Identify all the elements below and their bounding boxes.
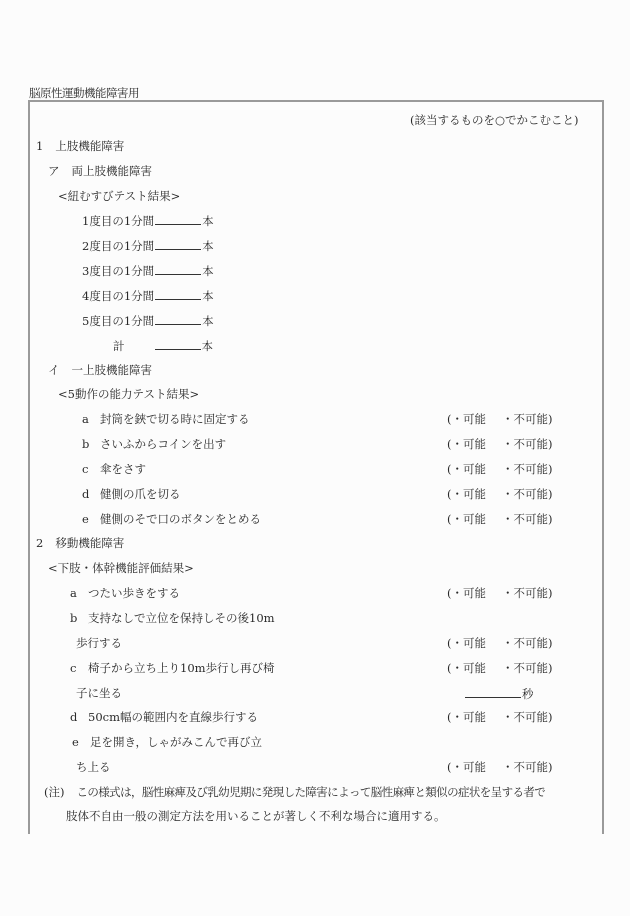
trial-row [82,263,214,278]
item-text: 傘をさす [100,462,146,476]
paren-close: ) [548,462,553,476]
item-continuation: 歩行する [76,636,122,650]
paren-open: ( [447,710,452,724]
paren-close: ) [548,661,553,675]
section2-number: 2 [36,536,44,550]
paren-close: ) [548,512,553,526]
item-marker: a [82,412,89,426]
unit-label: 本 [202,214,214,228]
seconds-input[interactable] [465,686,521,698]
unit-label: 本 [202,239,214,253]
item-marker: b [82,437,90,451]
option-possible[interactable]: ・可能 [451,462,486,476]
trial-label: 4度目の1分間 [82,289,155,303]
mobility-item [70,661,275,675]
note-line-1 [44,785,545,799]
item-marker: c [82,462,89,476]
note-label: (注) [44,785,65,799]
mobility-item [72,735,262,749]
five-actions-test-heading: <5動作の能力テスト結果> [58,387,200,401]
item-continuation: 子に坐る [76,686,122,700]
item-text: 足を開き，しゃがみこんで再び立 [90,735,263,749]
trial-row [82,313,214,328]
option-possible[interactable]: ・可能 [451,586,486,600]
section1-heading [36,139,124,153]
paren-close: ) [548,636,553,650]
note-line-2: 肢体不自由一般の測定方法を用いることが著しく不利な場合に適用する。 [66,809,446,823]
option-impossible[interactable]: ・不可能 [502,586,548,600]
form-title: 脳原性運動機能障害用 [29,86,139,100]
trial-4-input[interactable] [155,288,201,300]
choice-group [447,512,553,526]
item-text: 健側のそで口のボタンをとめる [100,512,261,526]
item-marker: c [70,661,77,675]
item-text: 封筒を鋏で切る時に固定する [100,412,250,426]
item-marker: b [70,611,78,625]
paren-close: ) [548,710,553,724]
option-impossible[interactable]: ・不可能 [502,437,548,451]
upper-limb-item [82,462,146,476]
trial-row [82,213,214,228]
item-text: 支持なしで立位を保持しその後10m [88,611,275,625]
choice-group [447,487,553,501]
paren-open: ( [447,661,452,675]
paren-open: ( [447,760,452,774]
option-impossible[interactable]: ・不可能 [502,636,548,650]
choice-group [447,412,553,426]
option-impossible[interactable]: ・不可能 [502,487,548,501]
trial-label: 3度目の1分間 [82,264,155,278]
unit-label: 本 [201,339,213,353]
section1b-title: 一上肢機能障害 [71,363,152,377]
trial-label: 5度目の1分間 [82,314,155,328]
section1-title: 上肢機能障害 [55,139,125,153]
trial-2-input[interactable] [155,238,201,250]
item-marker: e [72,735,79,749]
item-marker: e [82,512,89,526]
choice-group [447,760,553,774]
paren-open: ( [447,586,452,600]
trial-5-input[interactable] [155,313,201,325]
paren-open: ( [447,512,452,526]
unit-label: 本 [202,289,214,303]
string-tie-test-heading: <紐むすびテスト結果> [58,189,181,203]
paren-close: ) [548,586,553,600]
total-row [113,338,213,353]
section1b-heading [48,363,152,377]
option-possible[interactable]: ・可能 [451,710,486,724]
trial-row [82,238,214,253]
seconds-field [464,686,534,701]
paren-open: ( [447,462,452,476]
upper-limb-item [82,512,261,526]
option-impossible[interactable]: ・不可能 [502,512,548,526]
option-possible[interactable]: ・可能 [451,760,486,774]
option-impossible[interactable]: ・不可能 [502,661,548,675]
paren-open: ( [447,437,452,451]
option-possible[interactable]: ・可能 [451,437,486,451]
paren-open: ( [447,636,452,650]
paren-open: ( [447,487,452,501]
section2-heading [36,536,124,550]
total-label: 計 [113,339,125,353]
option-possible[interactable]: ・可能 [451,636,486,650]
section2-title: 移動機能障害 [55,536,125,550]
choice-group [447,661,553,675]
choice-group [447,710,553,724]
section1-number: 1 [36,139,44,153]
seconds-unit: 秒 [522,687,534,701]
paren-close: ) [548,760,553,774]
trial-label: 1度目の1分間 [82,214,155,228]
paren-close: ) [548,412,553,426]
item-marker: d [82,487,90,501]
section1a-heading [48,164,152,178]
item-text: 健側の爪を切る [100,487,181,501]
choice-group [447,636,553,650]
item-continuation: ち上る [76,760,111,774]
option-impossible[interactable]: ・不可能 [502,462,548,476]
mobility-item [70,710,258,724]
mobility-item [70,586,180,600]
option-possible[interactable]: ・可能 [451,412,486,426]
unit-label: 本 [202,264,214,278]
unit-label: 本 [202,314,214,328]
option-impossible[interactable]: ・不可能 [502,710,548,724]
option-possible[interactable]: ・可能 [451,487,486,501]
choice-group [447,586,553,600]
instruction-text: (該当するものを○でかこむこと) [410,113,579,127]
section1a-title: 両上肢機能障害 [71,164,152,178]
option-impossible[interactable]: ・不可能 [502,412,548,426]
option-possible[interactable]: ・可能 [451,512,486,526]
item-text: 椅子から立ち上り10m歩行し再び椅 [88,661,275,675]
option-possible[interactable]: ・可能 [451,661,486,675]
lower-limb-test-heading: <下肢・体幹機能評価結果> [48,561,194,575]
paren-open: ( [447,412,452,426]
section1b-marker: イ [48,363,60,377]
item-text: つたい歩きをする [88,586,180,600]
item-text: 50cm幅の範囲内を直線歩行する [88,710,258,724]
item-marker: a [70,586,77,600]
mobility-item [70,611,275,625]
choice-group [447,462,553,476]
item-text: さいふからコインを出す [100,437,227,451]
choice-group [447,437,553,451]
paren-close: ) [548,487,553,501]
trial-row [82,288,214,303]
upper-limb-item [82,412,250,426]
paren-close: ) [548,437,553,451]
upper-limb-item [82,487,181,501]
upper-limb-item [82,437,226,451]
note-text-1: この様式は，脳性麻痺及び乳幼児期に発現した障害によって脳性麻痺と類似の症状を呈する者で [76,785,546,799]
item-marker: d [70,710,78,724]
trial-1-input[interactable] [155,213,201,225]
trial-3-input[interactable] [155,263,201,275]
section1a-marker: ア [48,164,60,178]
total-input[interactable] [155,338,201,350]
trial-label: 2度目の1分間 [82,239,155,253]
option-impossible[interactable]: ・不可能 [502,760,548,774]
